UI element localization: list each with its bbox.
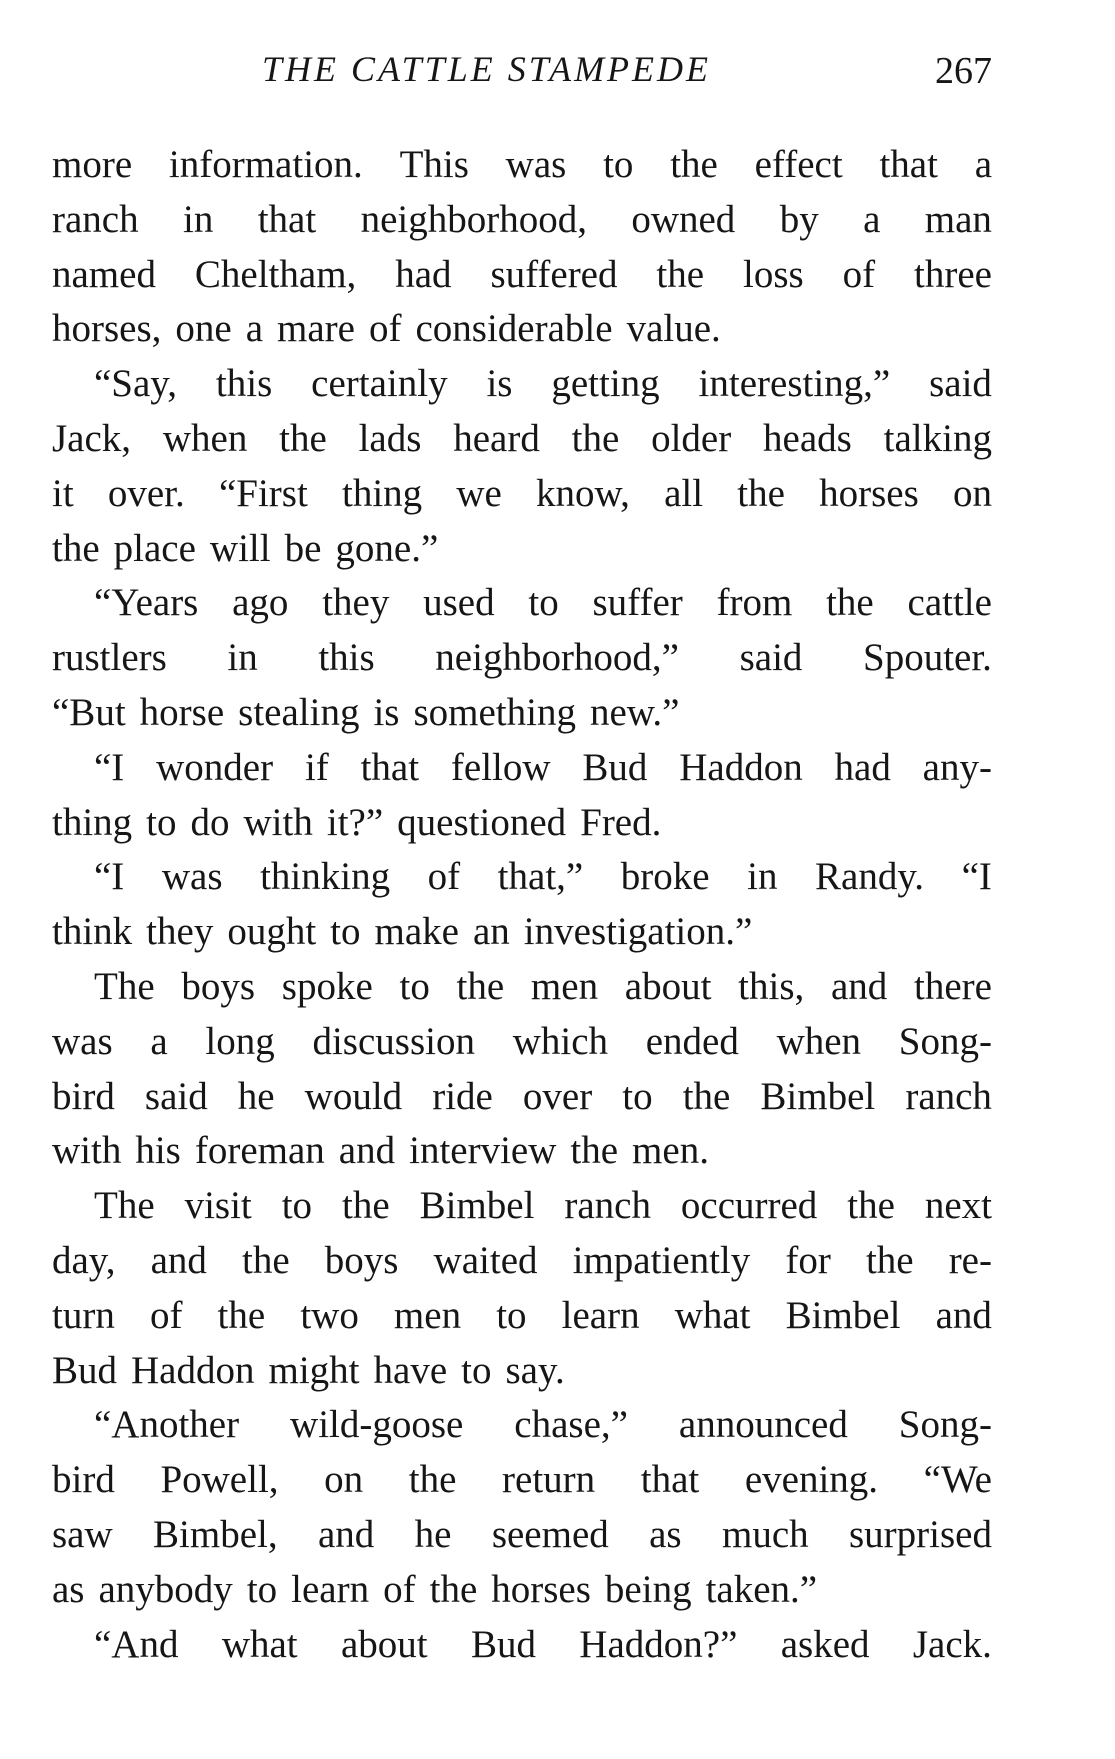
word: seemed [491, 1512, 609, 1556]
text-line [52, 960, 992, 1015]
word: Song- [898, 1403, 992, 1447]
word: by [779, 197, 819, 241]
word: the [571, 416, 620, 460]
word: effect [754, 143, 843, 186]
word: and [831, 964, 888, 1008]
word: to [528, 581, 559, 625]
word: named [52, 252, 156, 296]
word: about [340, 1622, 428, 1666]
word: of [383, 1567, 416, 1611]
word: to [146, 800, 177, 844]
word: taken.” [705, 1567, 818, 1611]
text-line [52, 631, 992, 686]
word: what [221, 1622, 298, 1666]
word: as [649, 1512, 682, 1556]
text-line [52, 1508, 992, 1563]
text-line [52, 248, 992, 303]
word: said [739, 636, 803, 680]
word: his [135, 1129, 181, 1173]
word: it [52, 471, 74, 515]
word: wild-goose [290, 1403, 464, 1447]
word: was [161, 855, 223, 899]
running-head [52, 44, 992, 94]
word: it?” [326, 800, 384, 844]
word: ride [432, 1074, 493, 1118]
word: might [268, 1348, 360, 1392]
text-line [52, 1070, 992, 1125]
word: long [205, 1019, 275, 1063]
word: stealing [238, 690, 360, 734]
word: The [94, 964, 155, 1008]
word: was [505, 143, 567, 186]
word: announced [678, 1403, 848, 1447]
word: men [530, 964, 599, 1008]
text-line [52, 1618, 992, 1673]
word: heads [763, 416, 852, 460]
word: which [512, 1019, 609, 1063]
word: and [338, 1129, 396, 1173]
word: “I [94, 745, 125, 789]
word: wonder [156, 745, 274, 789]
word: if [304, 745, 329, 789]
word: as [52, 1567, 85, 1611]
word: of [427, 855, 461, 899]
word: ranch [564, 1184, 651, 1228]
word: mare [277, 307, 355, 351]
text-line [52, 1124, 992, 1179]
word: and [317, 1512, 375, 1556]
word: “Say, [94, 362, 178, 406]
word: the [456, 964, 505, 1008]
text-line [52, 138, 992, 193]
word: much [721, 1512, 809, 1556]
word: re- [948, 1238, 992, 1282]
word: had [395, 252, 452, 296]
word: three [914, 252, 992, 296]
word: horses [491, 1567, 591, 1611]
text-line [52, 193, 992, 248]
word: occurred [680, 1184, 818, 1228]
word: do [190, 800, 230, 844]
word: to [246, 1567, 278, 1611]
word: “I [94, 855, 125, 899]
word: to [603, 143, 634, 186]
text-line [52, 412, 992, 467]
word: any- [922, 745, 992, 789]
word: the [656, 252, 705, 296]
word: value. [626, 307, 721, 351]
word: “But [52, 690, 126, 734]
text-line [52, 1234, 992, 1289]
word: foreman [194, 1129, 325, 1173]
word: saw [52, 1512, 113, 1556]
word: about [624, 964, 712, 1008]
word: neighborhood,” [435, 636, 679, 680]
word: one [175, 307, 232, 351]
word: that [360, 745, 420, 789]
word: to [461, 1348, 492, 1392]
word: this [215, 362, 273, 406]
word: they [146, 910, 214, 954]
word: chase,” [514, 1403, 628, 1447]
word: anybody [98, 1567, 233, 1611]
word: place [113, 526, 196, 570]
word: learn [291, 1567, 370, 1611]
word: gone.” [335, 526, 439, 570]
word: talking [883, 416, 992, 460]
word: interesting,” [698, 362, 891, 406]
word: an [472, 910, 510, 954]
word: the [737, 471, 785, 515]
word: a [150, 1019, 168, 1063]
word: in [227, 636, 258, 680]
word: would [304, 1074, 403, 1118]
word: used [423, 581, 495, 625]
word: boys [181, 964, 256, 1008]
word: for [785, 1238, 831, 1282]
word: is [373, 690, 400, 734]
word: when [162, 416, 248, 460]
word: investigation.” [523, 910, 753, 954]
text-line [52, 1344, 992, 1399]
word: to [399, 964, 430, 1008]
word: older [651, 416, 732, 460]
word: the [429, 1567, 478, 1611]
text-line [52, 357, 992, 412]
word: the [682, 1074, 731, 1118]
word: Bimbel [760, 1074, 876, 1118]
word: that [879, 143, 938, 186]
word: this [318, 636, 375, 680]
word: the [341, 1184, 390, 1228]
word: boys [324, 1238, 399, 1282]
text-line [52, 1015, 992, 1070]
page-number: 267 [935, 50, 992, 92]
text-line [52, 467, 992, 522]
word: from [716, 581, 793, 625]
word: “I [961, 855, 992, 899]
word: they [322, 581, 390, 625]
text-line [52, 1289, 992, 1344]
word: suffered [490, 252, 618, 296]
word: Fred. [580, 800, 662, 844]
word: loss [743, 252, 804, 296]
word: a [245, 307, 264, 351]
word: owned [631, 197, 736, 241]
word: the [865, 1238, 914, 1282]
word: Bud [582, 745, 648, 789]
word: thinking [260, 855, 391, 899]
word: Bud [52, 1348, 118, 1392]
word: surprised [849, 1512, 992, 1556]
word: over [522, 1074, 593, 1118]
word: broke [620, 855, 710, 899]
word: and [150, 1238, 207, 1282]
word: be [284, 526, 322, 570]
word: that,” [497, 855, 584, 899]
word: horses [819, 471, 919, 515]
word: all [664, 471, 704, 515]
word: considerable [415, 307, 613, 351]
word: he [414, 1512, 452, 1556]
word: learn [561, 1293, 640, 1337]
word: day, [52, 1238, 116, 1282]
word: bird [52, 1074, 115, 1118]
word: “Years [94, 581, 199, 625]
word: with [52, 1129, 122, 1173]
word: over. [107, 471, 185, 515]
word: being [604, 1567, 692, 1611]
word: ended [645, 1019, 739, 1063]
word: the [670, 143, 718, 186]
word: Bimbel [785, 1293, 901, 1337]
word: on [952, 471, 992, 515]
word: Randy. [815, 855, 925, 899]
word: questioned [397, 800, 567, 844]
word: thing [52, 800, 133, 844]
text-line [52, 850, 992, 905]
word: the [217, 1293, 266, 1337]
word: that [640, 1458, 700, 1502]
word: the [570, 1129, 619, 1173]
word: This [399, 143, 469, 186]
word: Bimbel [419, 1184, 535, 1228]
running-title: THE CATTLE STAMPEDE [262, 49, 712, 89]
word: next [924, 1184, 992, 1228]
word: on [324, 1458, 364, 1502]
word: and [935, 1293, 992, 1337]
word: ranch [52, 197, 139, 241]
text-line [52, 576, 992, 631]
word: Haddon?” [579, 1622, 738, 1666]
word: certainly [311, 362, 448, 406]
word: more [52, 143, 133, 186]
word: Jack. [912, 1622, 992, 1666]
word: with [243, 800, 313, 844]
word: something [413, 690, 576, 734]
word: asked [780, 1622, 870, 1666]
word: he [237, 1074, 275, 1118]
text-line [52, 302, 992, 357]
word: waited [433, 1238, 538, 1282]
word: return [502, 1458, 596, 1502]
word: Song- [898, 1019, 992, 1063]
word: that [257, 197, 317, 241]
text-line [52, 741, 992, 796]
word: Haddon [131, 1348, 255, 1392]
word: interview [409, 1129, 557, 1173]
word: ought [227, 910, 317, 954]
word: turn [52, 1293, 115, 1337]
text-line [52, 1179, 992, 1234]
word: fellow [450, 745, 551, 789]
word: the [847, 1184, 895, 1228]
word: visit [184, 1184, 252, 1228]
word: Cheltham, [194, 252, 357, 296]
word: thing [341, 471, 423, 515]
word: the [242, 1238, 290, 1282]
word: in [182, 197, 214, 241]
word: of [842, 252, 876, 296]
word: Spouter. [863, 636, 992, 680]
word: is [486, 362, 513, 406]
word: Bud [470, 1622, 536, 1666]
word: new.” [589, 690, 680, 734]
text-line [52, 905, 992, 960]
text-line [52, 1398, 992, 1453]
word: horse [139, 690, 225, 734]
word: horses, [52, 307, 162, 351]
word: the [826, 581, 874, 625]
word: discussion [312, 1019, 475, 1063]
word: “And [94, 1622, 179, 1666]
word: heard [453, 416, 540, 460]
word: to [330, 910, 361, 954]
text-line [52, 1563, 992, 1618]
word: a [974, 143, 992, 186]
word: two [300, 1293, 359, 1337]
word: said [144, 1074, 208, 1118]
word: in [747, 855, 778, 899]
word: said [929, 362, 992, 406]
word: men [393, 1293, 462, 1337]
text-line [52, 1453, 992, 1508]
word: what [674, 1293, 751, 1337]
word: cattle [907, 581, 992, 625]
word: know, [536, 471, 630, 515]
word: bird [52, 1458, 115, 1502]
word: the [279, 416, 327, 460]
word: was [52, 1019, 113, 1063]
word: Bimbel, [153, 1512, 278, 1556]
word: evening. [744, 1458, 879, 1502]
word: had [834, 745, 891, 789]
body-text [52, 138, 992, 1672]
word: of [368, 307, 402, 351]
text-line [52, 686, 992, 741]
word: when [776, 1019, 862, 1063]
word: the [52, 526, 100, 570]
word: spoke [281, 964, 373, 1008]
word: getting [551, 362, 660, 406]
word: to [496, 1293, 527, 1337]
word: say. [505, 1348, 565, 1392]
word: we [456, 471, 502, 515]
word: neighborhood, [360, 197, 587, 241]
word: man [924, 197, 992, 241]
word: of [149, 1293, 183, 1337]
word: to [281, 1184, 313, 1228]
word: this, [738, 964, 805, 1008]
word: “Another [94, 1403, 240, 1447]
word: a [863, 197, 881, 241]
word: men. [632, 1129, 709, 1173]
word: think [52, 910, 133, 954]
word: “First [218, 471, 308, 515]
word: ago [232, 581, 289, 625]
word: the [408, 1458, 457, 1502]
word: to [622, 1074, 653, 1118]
word: The [94, 1184, 155, 1228]
word: lads [358, 416, 422, 460]
word: make [374, 910, 459, 954]
word: ranch [905, 1074, 992, 1118]
word: Powell, [160, 1458, 279, 1502]
word: impatiently [572, 1238, 751, 1282]
text-line [52, 796, 992, 851]
text-line [52, 522, 992, 577]
word: rustlers [52, 636, 167, 680]
word: have [373, 1348, 448, 1392]
word: suffer [592, 581, 683, 625]
word: there [914, 964, 992, 1008]
word: “We [923, 1458, 992, 1502]
word: will [209, 526, 271, 570]
word: Haddon [679, 745, 803, 789]
word: Jack, [52, 416, 132, 460]
word: information. [168, 143, 363, 186]
